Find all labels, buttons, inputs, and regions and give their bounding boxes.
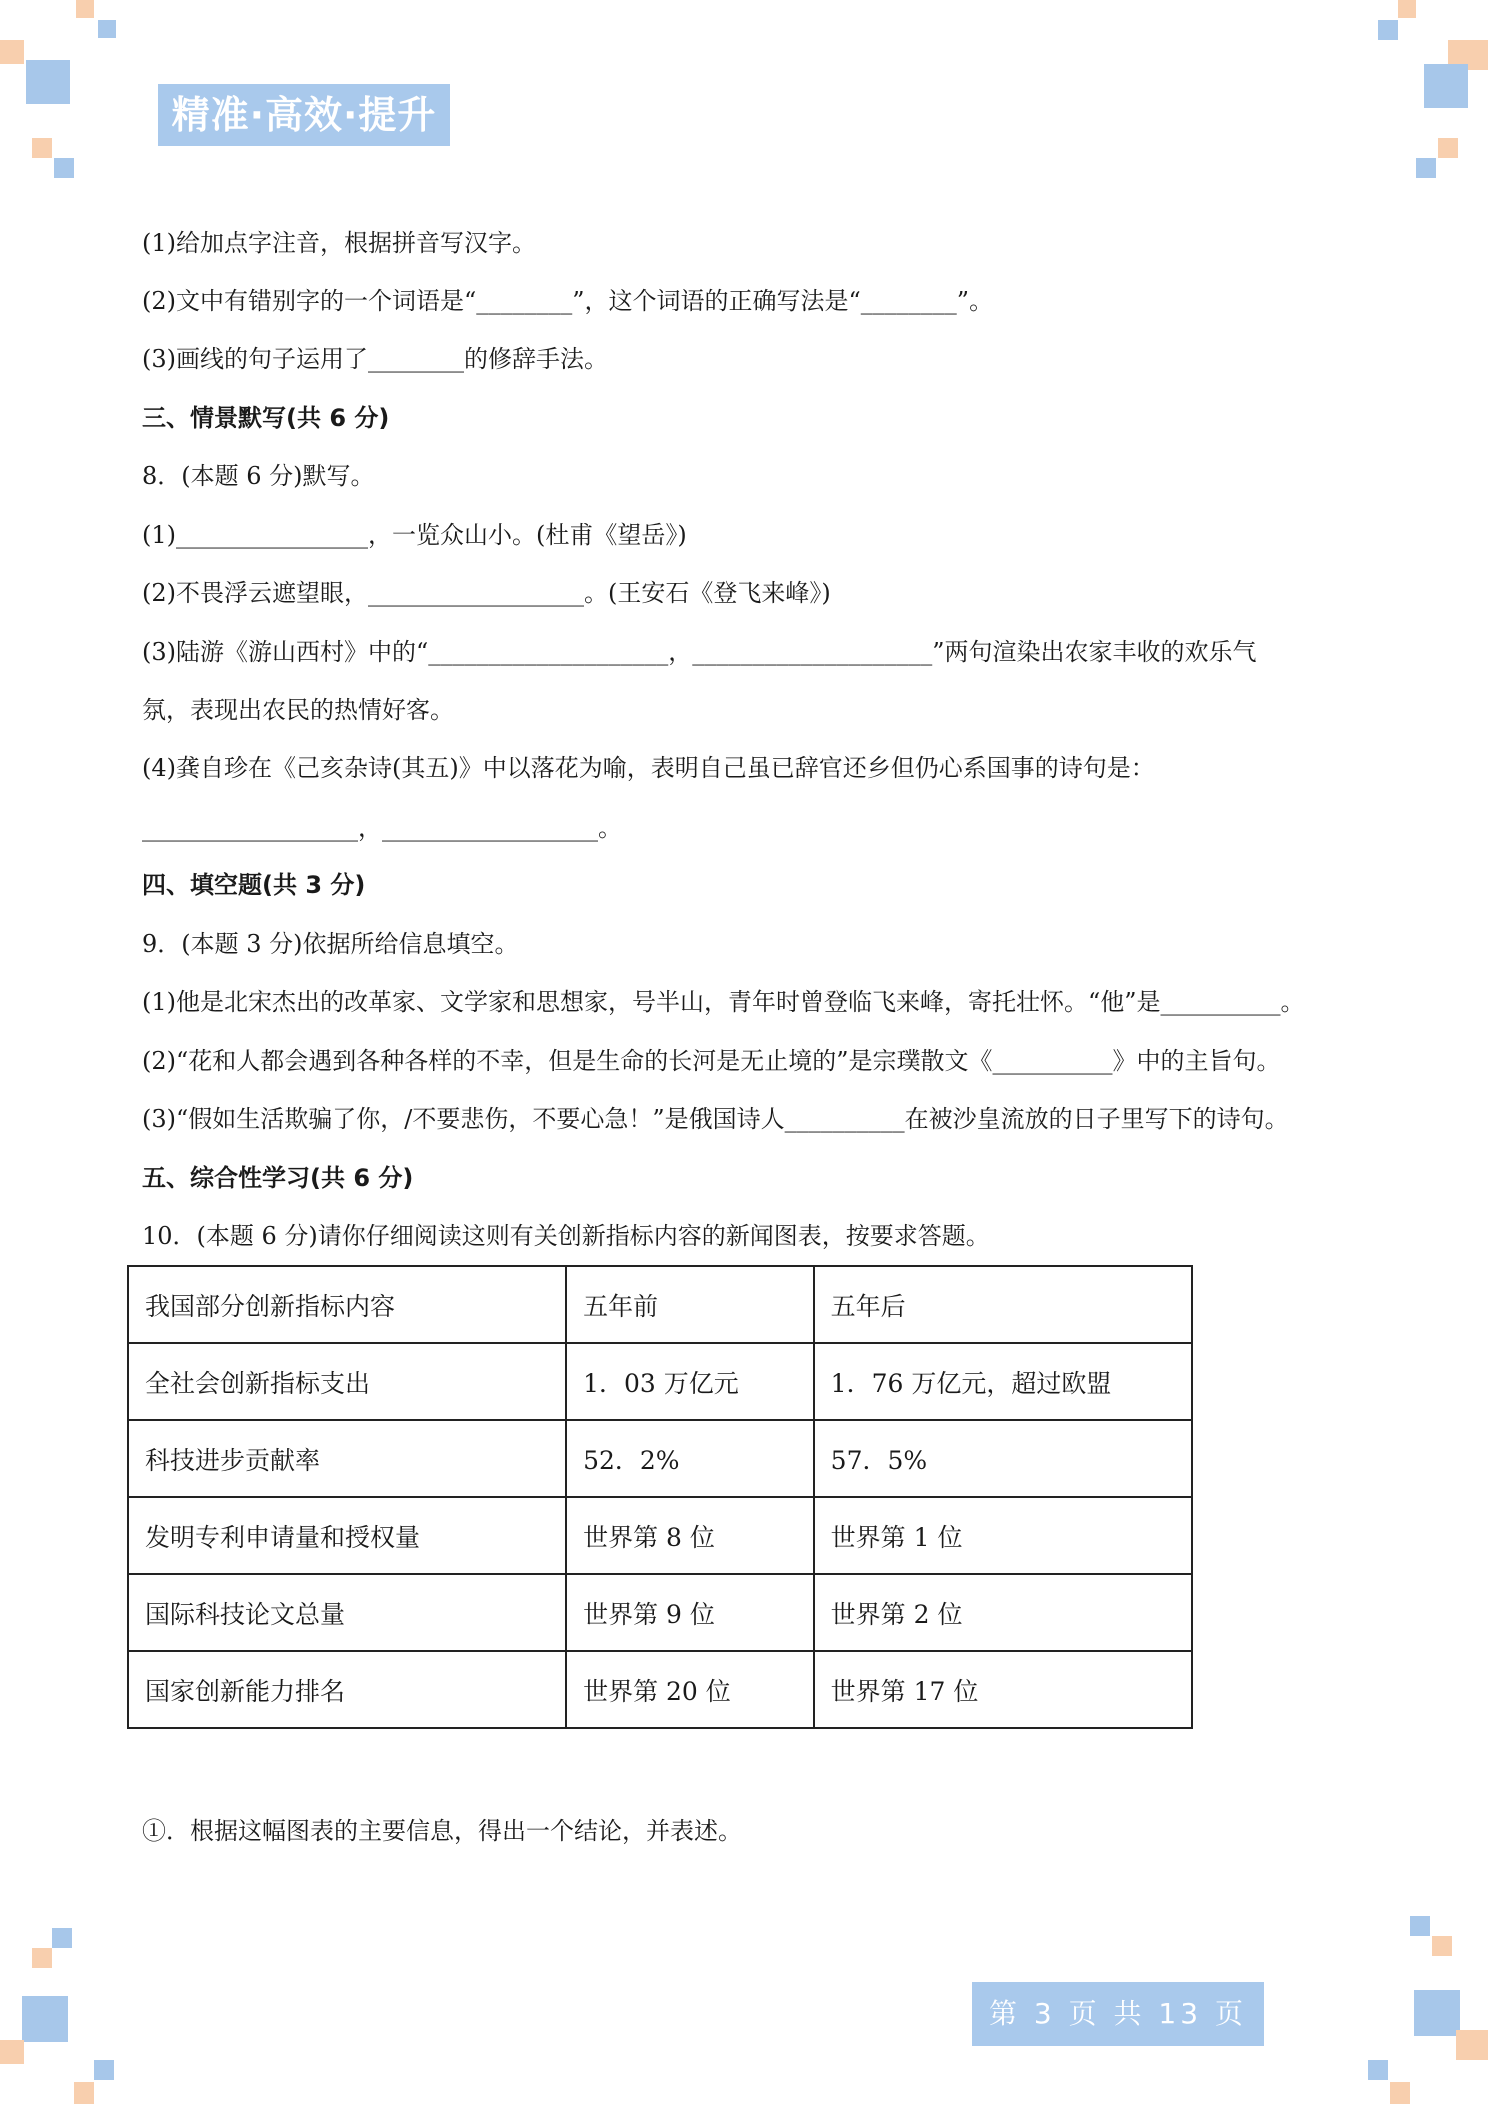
table-cell: 1．03 万亿元: [566, 1343, 814, 1420]
table-cell: 世界第 17 位: [814, 1651, 1192, 1728]
table-cell: 世界第 9 位: [566, 1574, 814, 1651]
table-cell: 世界第 2 位: [814, 1574, 1192, 1651]
question-8-item-4-blanks: __________________，__________________。: [142, 814, 622, 842]
table-cell: 世界第 20 位: [566, 1651, 814, 1728]
question-9-item-2: (2)“花和人都会遇到各种各样的不幸，但是生命的长河是无止境的”是宗璞散文《__________》中的主旨句。: [142, 1047, 1281, 1075]
question-7-item-2: (2)文中有错别字的一个词语是“________”，这个词语的正确写法是“________”。: [142, 287, 994, 315]
table-row: [128, 1343, 1192, 1420]
table-cell: 世界第 1 位: [814, 1497, 1192, 1574]
section-heading-5: 五、综合性学习(共 6 分): [142, 1164, 414, 1192]
table-header-cell: 五年前: [566, 1266, 814, 1343]
question-10-item-1: ①．根据这幅图表的主要信息，得出一个结论，并表述。: [142, 1817, 742, 1845]
table-cell: 科技进步贡献率: [128, 1420, 566, 1497]
table-cell: 发明专利申请量和授权量: [128, 1497, 566, 1574]
table-cell: 世界第 8 位: [566, 1497, 814, 1574]
table-cell: 国家创新能力排名: [128, 1651, 566, 1728]
question-10-title: 10．(本题 6 分)请你仔细阅读这则有关创新指标内容的新闻图表，按要求答题。: [142, 1222, 990, 1250]
question-8-title: 8．(本题 6 分)默写。: [142, 462, 375, 490]
table-row: [128, 1574, 1192, 1651]
table-cell: 57．5%: [814, 1420, 1192, 1497]
question-8-item-3: (3)陆游《游山西村》中的“____________________，____________________”两句渲染出农家丰收的欢乐气: [142, 638, 1257, 666]
table-cell: 全社会创新指标支出: [128, 1343, 566, 1420]
table-row: [128, 1497, 1192, 1574]
table-cell: 1．76 万亿元，超过欧盟: [814, 1343, 1192, 1420]
innovation-indicator-table: [127, 1265, 1193, 1729]
question-8-item-3-cont: 氛，表现出农民的热情好客。: [142, 696, 454, 724]
brand-banner: 精准·高效·提升: [158, 84, 450, 146]
question-7-item-1: (1)给加点字注音，根据拼音写汉字。: [142, 229, 536, 257]
question-9-item-1: (1)他是北宋杰出的改革家、文学家和思想家，号半山，青年时曾登临飞来峰，寄托壮怀。“他”是__________。: [142, 988, 1305, 1016]
table-cell: 52．2%: [566, 1420, 814, 1497]
question-9-item-3: (3)“假如生活欺骗了你，/不要悲伤，不要心急！”是俄国诗人__________在被沙皇流放的日子里写下的诗句。: [142, 1105, 1289, 1133]
page-number-badge: 第 3 页 共 13 页: [972, 1982, 1264, 2046]
table-header-cell: 五年后: [814, 1266, 1192, 1343]
question-8-item-4: (4)龚自珍在《己亥杂诗(其五)》中以落花为喻，表明自己虽已辞官还乡但仍心系国事的诗句是：: [142, 754, 1155, 782]
table-cell: 国际科技论文总量: [128, 1574, 566, 1651]
table-header-cell: 我国部分创新指标内容: [128, 1266, 566, 1343]
table-header-row: [128, 1266, 1192, 1343]
section-heading-4: 四、填空题(共 3 分): [142, 871, 366, 899]
question-9-title: 9．(本题 3 分)依据所给信息填空。: [142, 930, 519, 958]
section-heading-3: 三、情景默写(共 6 分): [142, 404, 390, 432]
table-row: [128, 1420, 1192, 1497]
table-row: [128, 1651, 1192, 1728]
question-7-item-3: (3)画线的句子运用了________的修辞手法。: [142, 345, 608, 373]
question-8-item-1: (1)________________，一览众山小。(杜甫《望岳》): [142, 521, 687, 549]
question-8-item-2: (2)不畏浮云遮望眼，__________________。(王安石《登飞来峰》): [142, 579, 831, 607]
